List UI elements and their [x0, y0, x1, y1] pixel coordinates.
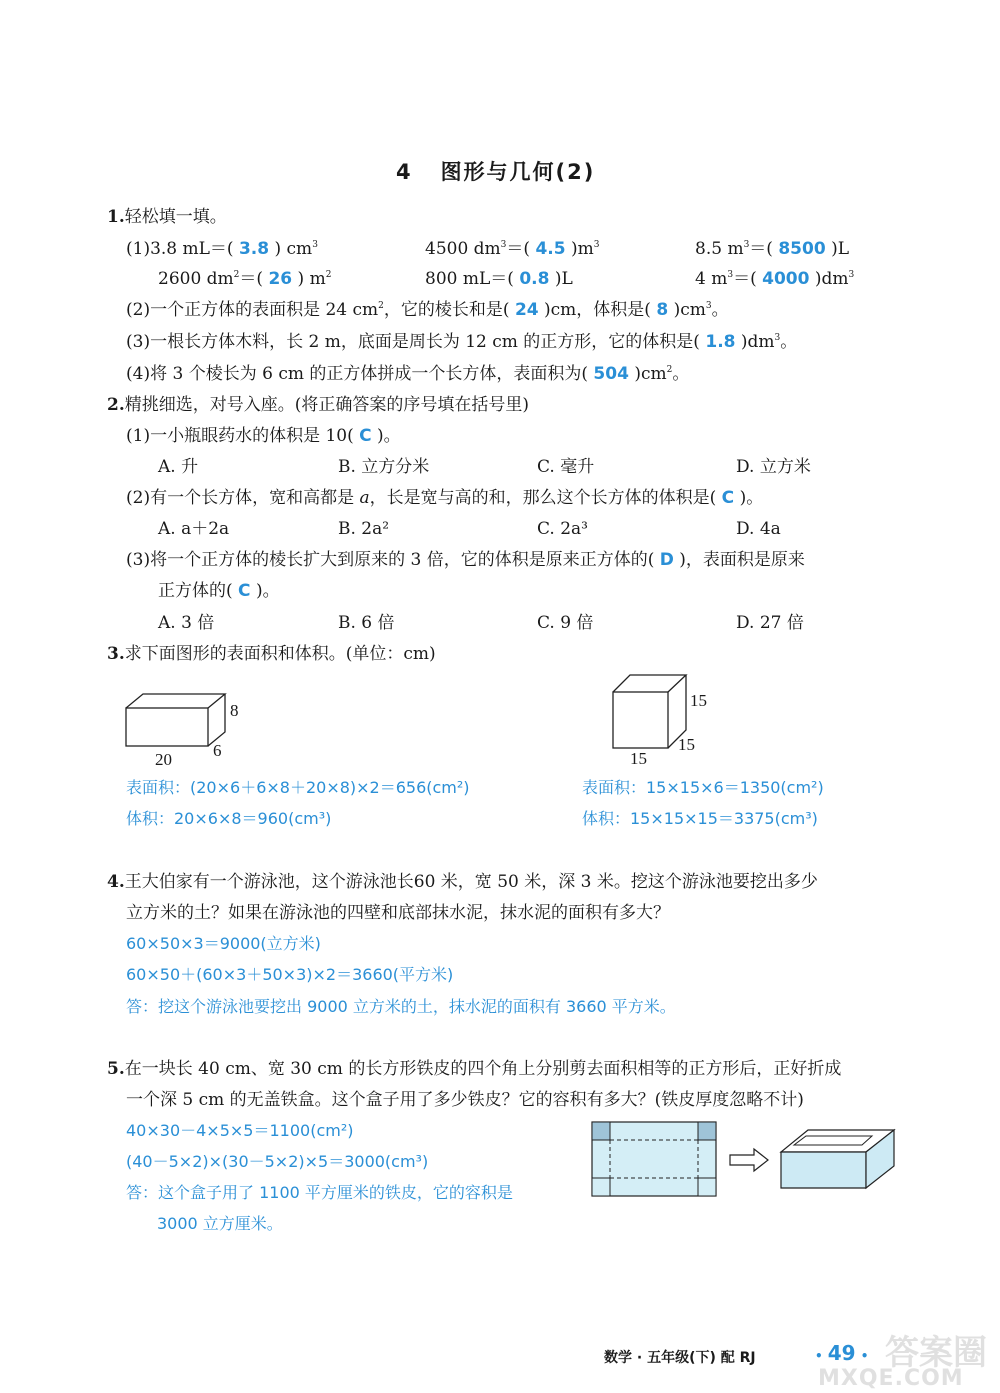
cube-width-label: 15 [630, 749, 647, 768]
q5-answer-4: 3000 立方厘米。 [157, 1214, 283, 1233]
q2-3-option-a: A. 3 倍 [158, 613, 215, 633]
section-title [396, 156, 595, 186]
q2-2-option-c: C. 2a³ [537, 519, 588, 539]
cuboid-height-label: 8 [230, 701, 239, 720]
q4-answer-3: 答：挖这个游泳池要挖出 9000 立方米的土，抹水泥的面积有 3660 平方米。 [126, 997, 676, 1016]
answer: 3.8 [238, 239, 270, 259]
q2-3-line-2: 正方体的( C )。 [158, 581, 280, 601]
section-title-text: 图形与几何(2) [440, 160, 596, 184]
q5-answer-3: 答：这个盒子用了 1100 平方厘米的铁皮，它的容积是 [126, 1183, 513, 1202]
answer: 8 [656, 300, 669, 320]
q4-answer-2: 60×50＋(60×3＋50×3)×2＝3660(平方米) [126, 965, 454, 984]
q2-1-option-d: D. 立方米 [736, 457, 811, 477]
q3-answer-2-area: 表面积：15×15×6＝1350(cm²) [582, 778, 824, 797]
arrow-right-icon [730, 1149, 768, 1171]
q1-1-item-3: 8.5 $m^3=$( 8500 )L [695, 239, 849, 259]
q4-line-2: 立方米的土？如果在游泳池的四壁和底部抹水泥，抹水泥的面积有多大？ [126, 903, 670, 923]
cuboid-width-label: 6 [213, 741, 222, 760]
answer: 4000 [762, 269, 810, 289]
watermark-url: MXQE.COM [818, 1366, 964, 1391]
answer: C [721, 488, 735, 508]
q5-line-2: 一个深 5 cm 的无盖铁盒。这个盒子用了多少铁皮？它的容积有多大？(铁皮厚度忽略不计) [126, 1090, 804, 1110]
answer: 1.8 [705, 332, 736, 352]
box-folding-figure [588, 1118, 898, 1202]
q5-line-1: 5.在一块长 40 cm、宽 30 cm 的长方形铁皮的四个角上分别剪去面积相等的正方形后，正好折成 [107, 1059, 842, 1079]
footer-label: 数学 · 五年级(下) 配 RJ [604, 1350, 756, 1366]
answer: C [238, 581, 251, 601]
answer: 0.8 [519, 269, 550, 289]
answer: 26 [268, 269, 293, 289]
answer: 504 [593, 364, 629, 384]
q2-3-option-d: D. 27 倍 [736, 613, 804, 633]
q2-2-option-a: A. a＋2a [158, 519, 230, 539]
q1-number: 1. [107, 207, 125, 227]
open-box [781, 1130, 894, 1188]
cube-depth-label: 15 [678, 735, 695, 754]
q2-number: 2. [107, 395, 125, 415]
section-number: 4 [396, 160, 413, 184]
q5-answer-2: (40－5×2)×(30－5×2)×5＝3000(cm³) [126, 1152, 429, 1171]
answer: C [359, 426, 372, 446]
answer: 8500 [778, 239, 826, 259]
answer: D [659, 550, 674, 570]
q3-answer-2-volume: 体积：15×15×15＝3375(cm³) [582, 809, 818, 828]
page-number-badge: • 49 • [815, 1341, 869, 1365]
q4-number: 4. [107, 872, 125, 892]
q2-3-option-c: C. 9 倍 [537, 613, 594, 633]
q3-number: 3. [107, 644, 125, 664]
q1-1-item-5: 800 mL＝( 0.8 )L [425, 269, 573, 289]
q1-1-item-1: (1)3.8 mL＝( 3.8 ) $cm^3$ [126, 239, 318, 259]
q1-1-item-6: 4 $m^3=$( 4000 )$dm^3$ [695, 269, 855, 289]
q2-3-option-b: B. 6 倍 [338, 613, 395, 633]
q1-heading: 1.轻松填一填。 [107, 207, 227, 227]
page-number: 49 [827, 1341, 856, 1365]
q3-answer-1-volume: 体积：20×6×8＝960(cm³) [126, 809, 332, 828]
q1-2: (2)一个正方体的表面积是 24 $cm^2$，它的棱长和是( 24 )cm，体积是( 8 )$cm^3$。 [126, 300, 729, 320]
watermark-logo: 答案圈 [885, 1333, 987, 1373]
q2-heading: 2.精挑细选，对号入座。(将正确答案的序号填在括号里) [107, 395, 530, 415]
q3-heading: 3.求下面图形的表面积和体积。(单位：cm) [107, 644, 436, 664]
q5-answer-1: 40×30－4×5×5＝1100(cm²) [126, 1121, 354, 1140]
answer: 4.5 [535, 239, 566, 259]
q2-1-option-c: C. 毫升 [537, 457, 595, 477]
q1-1-item-2: 4500 $dm^3=$( 4.5 )$m^3$ [425, 239, 600, 259]
q4-answer-1: 60×50×3＝9000(立方米) [126, 934, 321, 953]
q2-2-option-b: B. 2a² [338, 519, 390, 539]
q2-1: (1)一小瓶眼药水的体积是 10( C )。 [126, 426, 401, 446]
q4-line-1: 4.王大伯家有一个游泳池，这个游泳池长60 米，宽 50 米，深 3 米。挖这个游泳池要挖出多少 [107, 872, 818, 892]
q5-number: 5. [107, 1059, 125, 1079]
q1-3: (3)一根长方体木料，长 2 m，底面是周长为 12 cm 的正方形，它的体积是( 1.8 )$dm^3$。 [126, 332, 798, 352]
cube-height-label: 15 [690, 691, 707, 710]
q1-1-item-4: 2600 $dm^2=$( 26 ) $m^2$ [158, 269, 332, 289]
q2-1-option-a: A. 升 [158, 457, 199, 477]
q3-answer-1-area: 表面积：(20×6＋6×8＋20×8)×2＝656(cm²) [126, 778, 470, 797]
q1-4: (4)将 3 个棱长为 6 cm 的正方体拼成一个长方体，表面积为( 504 )$cm^2$。 [126, 364, 690, 384]
cube-figure [600, 670, 720, 770]
cuboid-figure [115, 688, 255, 770]
iron-sheet [592, 1122, 716, 1196]
q2-3-line-1: (3)将一个正方体的棱长扩大到原来的 3 倍，它的体积是原来正方体的( D )，表面积是原来 [126, 550, 805, 570]
cuboid-length-label: 20 [155, 750, 172, 769]
q2-1-option-b: B. 立方分米 [338, 457, 430, 477]
answer: 24 [514, 300, 539, 320]
q2-2-option-d: D. 4a [736, 519, 781, 539]
q2-2: (2)有一个长方体，宽和高都是 a，长是宽与高的和，那么这个长方体的体积是( C )。 [126, 488, 764, 508]
